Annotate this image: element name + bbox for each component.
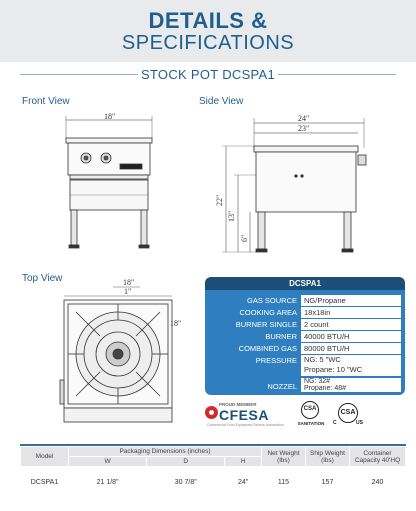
spec-row-burner-single — [205, 319, 405, 331]
cfesa-small-text: PROUD MEMBER — [219, 402, 257, 407]
spec-value — [301, 378, 401, 392]
col-ship-weight: Ship Weight (lbs) — [306, 447, 350, 467]
spec-label: BURNER SINGLE — [235, 320, 297, 329]
top-side-dim: 18" — [170, 319, 182, 328]
spec-label: PRESSURE — [255, 356, 297, 365]
spec-value-line2: Propane: 10 "WC — [304, 365, 363, 374]
side-view-label: Side View — [199, 96, 244, 107]
spec-row-gas-source — [205, 295, 405, 307]
table-row — [21, 467, 406, 499]
spec-value: 2 count — [301, 319, 401, 330]
spec-value — [301, 355, 401, 376]
spec-label: COOKING AREA — [239, 308, 297, 317]
spec-row-burner — [205, 331, 405, 343]
spec-value: NG/Propane — [301, 295, 401, 306]
csa-badge-icon: CSA — [338, 403, 358, 423]
spec-value: 40000 BTU/H — [301, 331, 401, 342]
cfesa-logo — [205, 400, 295, 430]
header-title-line1: DETAILS & — [148, 8, 268, 33]
spec-value: 80000 BTU/H — [301, 343, 401, 354]
spec-label: NOZZEL — [267, 382, 297, 391]
cell-model: DCSPA1 — [30, 479, 59, 487]
spec-label: COMBINED GAS — [238, 344, 297, 353]
product-title: STOCK POT DCSPA1 — [140, 67, 276, 82]
col-net-weight: Net Weight (lbs) — [262, 447, 306, 467]
front-view-label: Front View — [22, 96, 70, 107]
cfesa-fine-print: Commercial Food Equipment Service Association — [207, 423, 284, 427]
front-view-drawing — [66, 116, 152, 248]
top-offset-dim: 1" — [124, 287, 132, 296]
certification-logos — [205, 400, 410, 430]
cell-h: 24" — [238, 479, 249, 487]
spec-card-body — [205, 290, 405, 395]
side-inner-width-dim: 23" — [298, 124, 310, 133]
col-packaging: Packaging Dimensions (inches) — [69, 447, 262, 457]
spec-row-cooking-area — [205, 307, 405, 319]
front-width-dim: 18" — [104, 112, 116, 121]
top-view-drawing — [60, 287, 172, 422]
side-view-drawing — [222, 118, 366, 252]
cell-net: 115 — [277, 479, 290, 487]
csa-c-us-logo — [333, 400, 363, 430]
cell-d: 30 7/8" — [174, 479, 197, 487]
spec-value-line2: Propane: 48# — [304, 385, 347, 392]
col-d: D — [147, 457, 225, 467]
spec-card — [205, 277, 405, 395]
spec-card-title: DCSPA1 — [205, 277, 405, 290]
spec-row-nozzel — [205, 378, 405, 400]
spec-label: BURNER — [265, 332, 297, 341]
csa-c-mark: C — [333, 420, 337, 426]
header-title-line2: SPECIFICATIONS — [121, 32, 295, 54]
top-view-label: Top View — [22, 273, 63, 284]
spec-value: 18x18in — [301, 307, 401, 318]
col-container-capacity: Container Capacity 40'HQ — [350, 447, 406, 467]
spec-row-pressure — [205, 355, 405, 377]
cfesa-gear-icon — [205, 406, 218, 419]
side-burner-height-dim: 13" — [227, 210, 236, 222]
cell-w: 21 1/8" — [96, 479, 119, 487]
cell-capacity: 240 — [371, 479, 384, 487]
sanitation-label: SANITATION — [297, 421, 325, 426]
side-outer-width-dim: 24" — [298, 114, 310, 123]
col-w: W — [69, 457, 147, 467]
cfesa-name: CFESA — [219, 407, 269, 423]
side-total-height-dim: 22" — [215, 194, 224, 206]
col-model: Model — [21, 447, 69, 467]
csa-sanitation-logo — [293, 400, 333, 430]
cell-ship: 157 — [321, 479, 334, 487]
col-h: H — [225, 457, 262, 467]
packaging-table — [20, 446, 406, 499]
top-small-width-dim: 18" — [123, 278, 135, 287]
spec-value-line1: NG: 5 "WC — [304, 355, 341, 364]
csa-sanitation-badge-icon: CSA — [301, 401, 319, 419]
side-leg-height-dim: 6" — [240, 234, 249, 242]
spec-value-line1: NG: 32# — [304, 378, 331, 385]
csa-us-mark: US — [356, 420, 363, 426]
spec-row-combined-gas — [205, 343, 405, 355]
spec-label: GAS SOURCE — [246, 296, 297, 305]
